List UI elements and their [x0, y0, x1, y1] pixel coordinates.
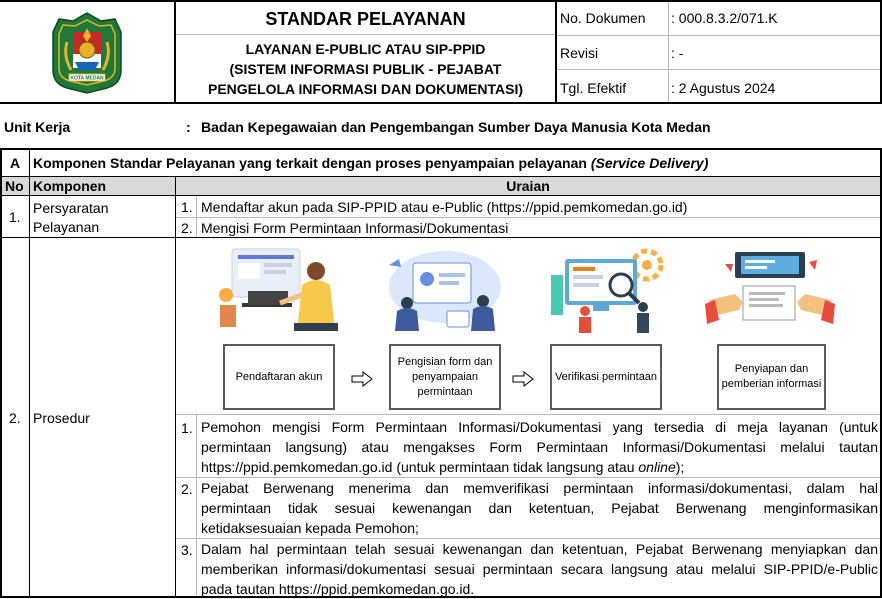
unit-kerja-value: Badan Kepegawaian dan Pengembangan Sumber Daya Manusia Kota Medan — [201, 119, 711, 135]
list-item-number: 1. — [181, 420, 193, 436]
right-arrow-outline-icon — [351, 371, 373, 387]
section-letter: A — [10, 155, 21, 171]
revision-label: Revisi — [560, 45, 599, 61]
doc-number-value: : 000.8.3.2/071.K — [671, 10, 778, 26]
list-item: Pemohon mengisi Form Permintaan Informasi/Dokumentasi yang tersedia di meja layanan (untuk permintaan langsung) atau mengakses Form Permintaan Informasi/Dokumentasi melalui tautan https://ppid.pemkomedan.go.id (untuk permintaan tidak langsung atau online); — [201, 419, 878, 475]
svg-text:KOTA MEDAN: KOTA MEDAN — [70, 75, 104, 82]
list-item: Pejabat Berwenang menerima dan memverifikasi permintaan informasi/dokumentasi, dalam hal permintaan tidak sesuai kewenangan dan ketentuan, Pejabat Berwenang menginformasikan ketidaksesuaian kepada Pemohon; — [201, 480, 878, 536]
list-item: Dalam hal permintaan telah sesuai kewenangan dan ketentuan, Pejabat Berwenang menyiapkan dan memberikan informasi/dokumentasi sesuai permintaan secara langsung atau melalui SIP-PPID/e-Public pada tautan https://ppid.pemkomedan.go.id. — [201, 541, 878, 597]
effective-date-label: Tgl. Efektif — [560, 80, 627, 96]
row-number: 2. — [9, 410, 21, 426]
online-form-illustration-icon — [385, 245, 503, 335]
revision-value: : - — [671, 45, 684, 61]
information-handover-illustration-icon — [705, 250, 835, 328]
effective-date-value: : 2 Agustus 2024 — [671, 80, 776, 96]
row-component: Prosedur — [33, 410, 90, 426]
verification-illustration-icon — [547, 245, 669, 335]
col-header-no: No — [5, 178, 24, 194]
document-subtitle-line-2: (SISTEM INFORMASI PUBLIK - PEJABAT — [229, 61, 502, 77]
unit-kerja-colon: : — [186, 119, 191, 135]
list-item: Mendaftar akun pada SIP-PPID atau e-Public (https://ppid.pemkomedan.go.id) — [201, 199, 688, 215]
document-title: STANDAR PELAYANAN — [265, 9, 466, 29]
doc-number-label: No. Dokumen — [560, 10, 646, 26]
flow-step-box: Pengisian form dan penyampaian permintaan — [389, 344, 501, 410]
list-item-number: 3. — [181, 542, 193, 558]
list-item-number: 1. — [181, 199, 193, 215]
flow-step-box: Verifikasi permintaan — [550, 344, 662, 410]
row-component-line-1: Persyaratan — [33, 200, 109, 216]
flow-step-box: Pendaftaran akun — [223, 344, 335, 410]
section-title: Komponen Standar Pelayanan yang terkait dengan proses penyampaian pelayanan (Service Delivery) — [33, 155, 709, 171]
row-number: 1. — [9, 209, 21, 225]
list-item: Mengisi Form Permintaan Informasi/Dokumentasi — [201, 220, 509, 236]
section-title-italic: (Service Delivery) — [590, 155, 709, 171]
col-header-komponen: Komponen — [33, 178, 107, 194]
kota-medan-emblem-icon — [49, 12, 125, 94]
unit-kerja-label: Unit Kerja — [4, 119, 71, 135]
col-header-uraian: Uraian — [506, 178, 550, 194]
list-item-number: 2. — [181, 220, 193, 236]
flow-step-box: Penyiapan dan pemberian informasi — [717, 344, 826, 410]
right-arrow-outline-icon — [512, 371, 534, 387]
row-component-line-2: Pelayanan — [33, 219, 100, 235]
laptop-user-illustration-icon — [218, 245, 342, 335]
document-subtitle-line-1: LAYANAN E-PUBLIC ATAU SIP-PPID — [245, 41, 486, 57]
document-subtitle-line-3: PENGELOLA INFORMASI DAN DOKUMENTASI) — [208, 81, 523, 97]
list-item-number: 2. — [181, 481, 193, 497]
